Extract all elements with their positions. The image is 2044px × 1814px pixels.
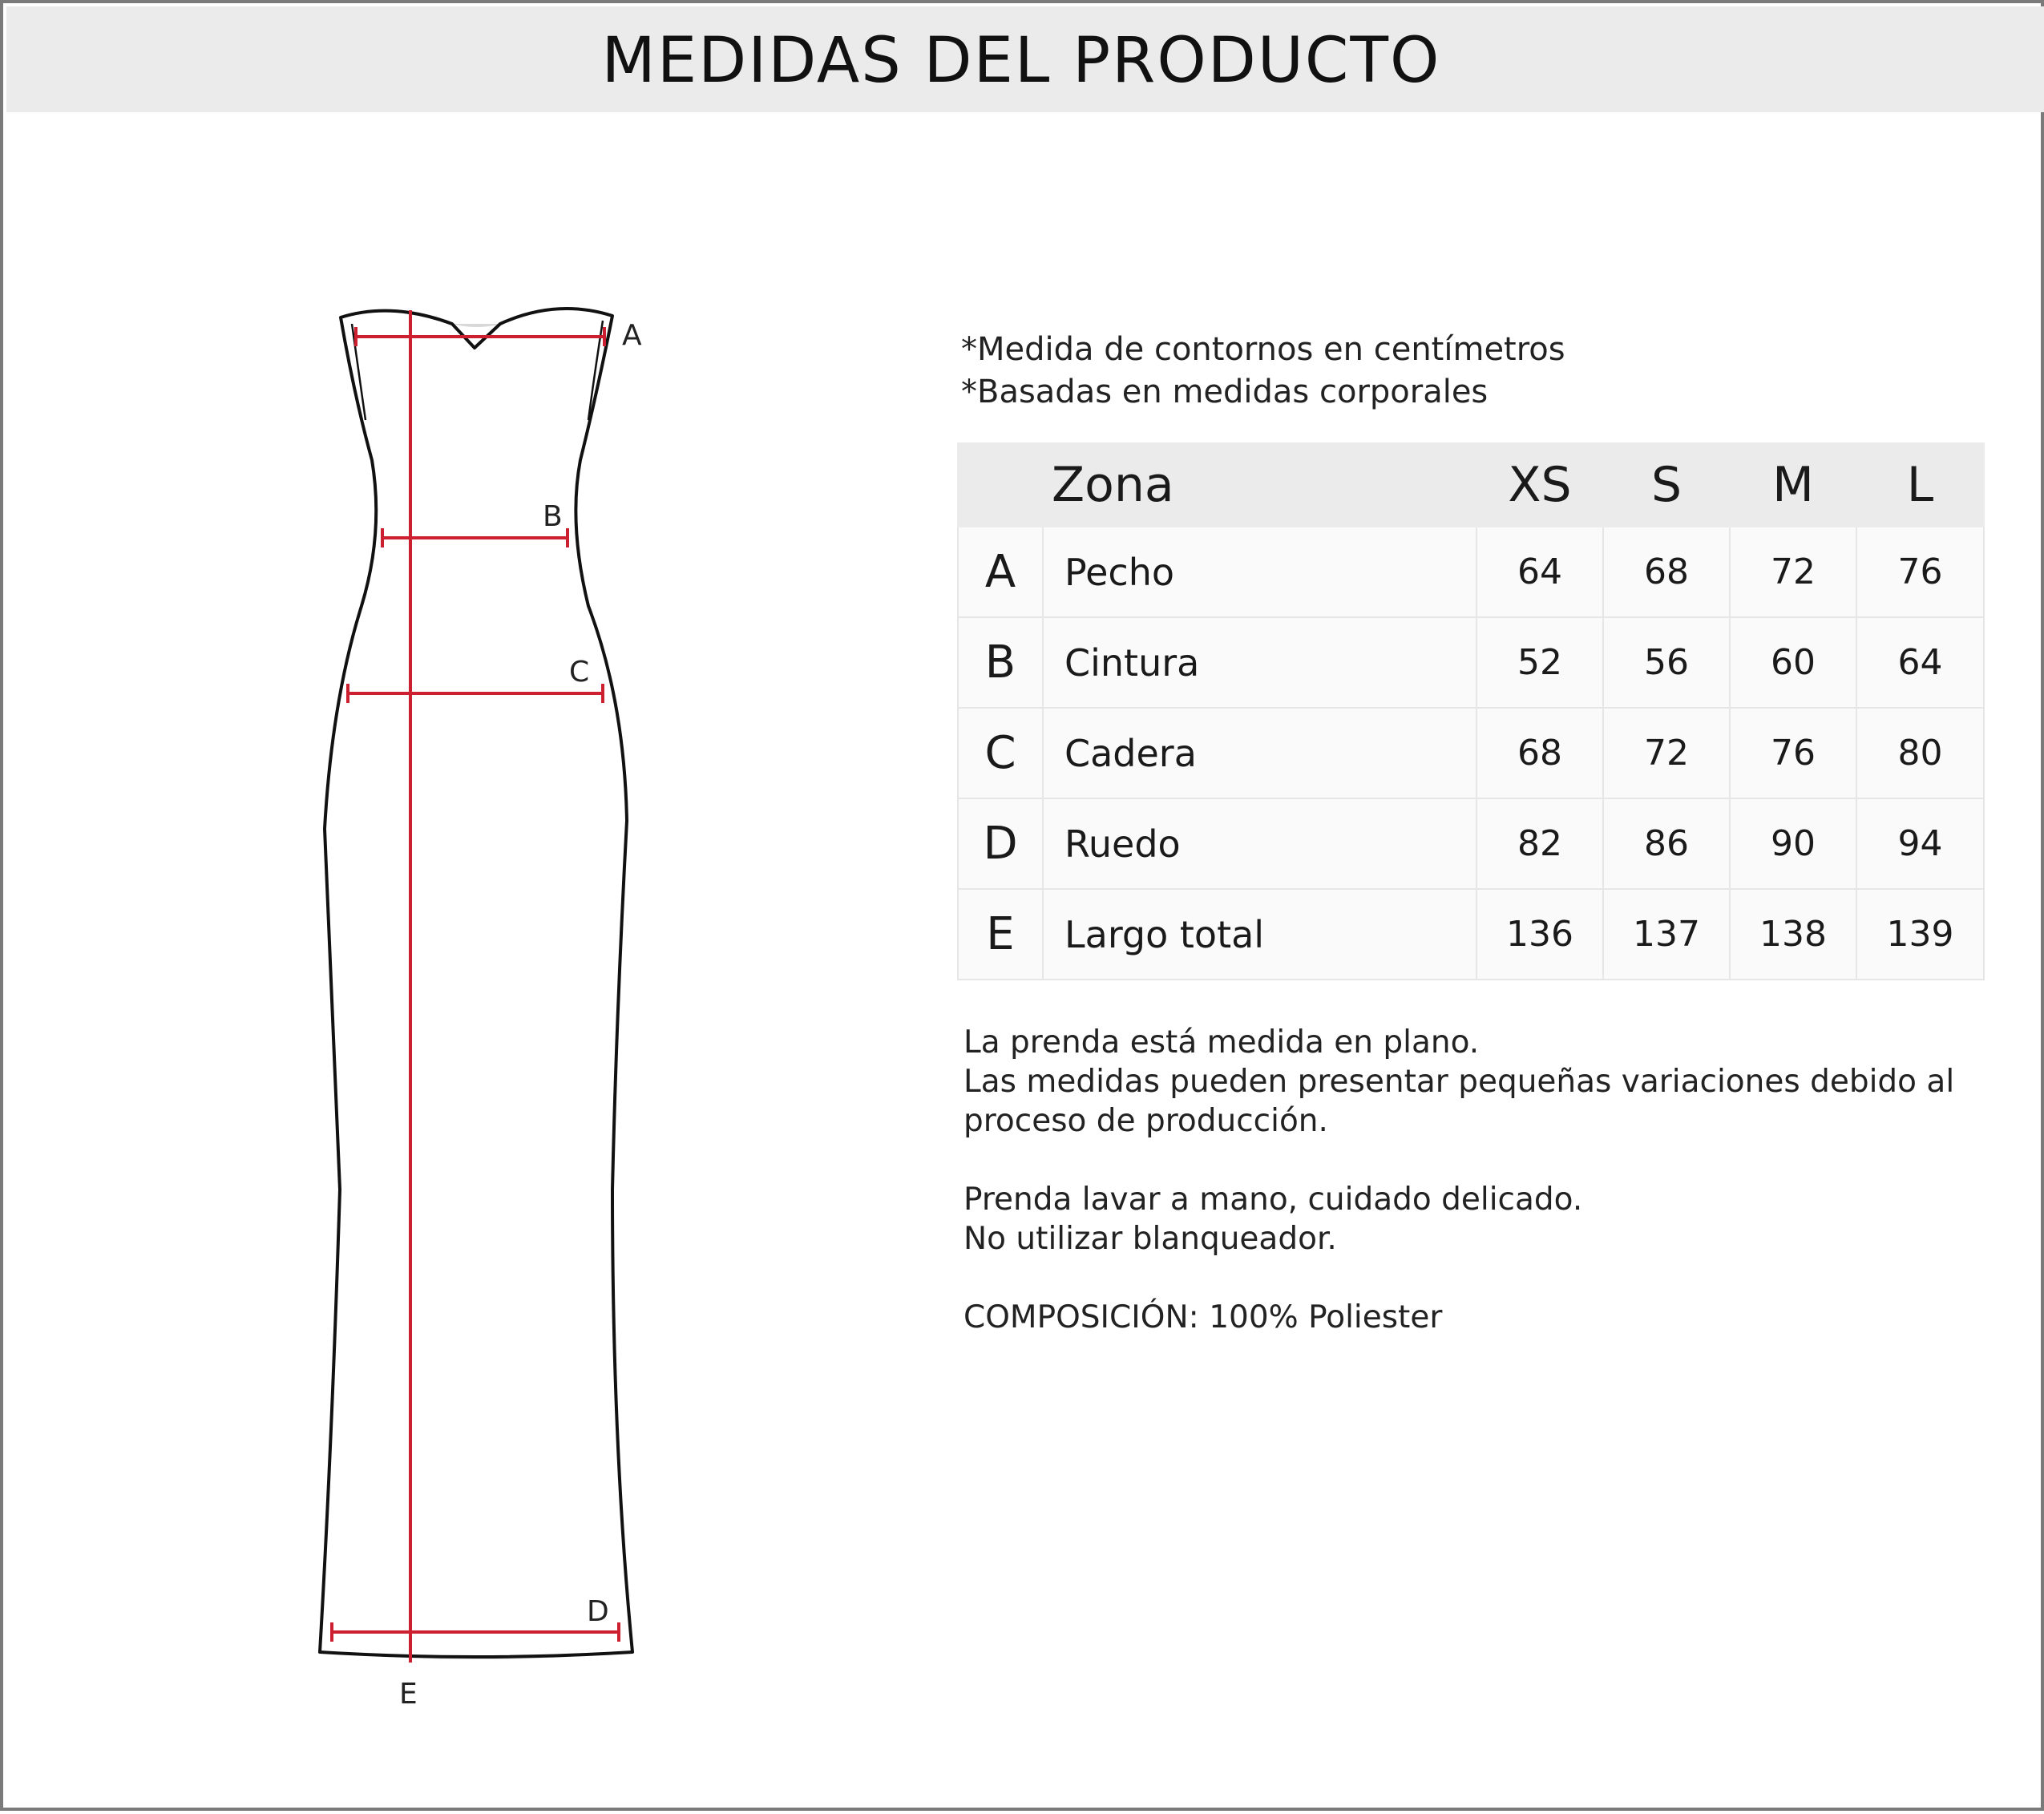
table-row (958, 617, 1984, 708)
dress-outline (320, 309, 632, 1657)
cell-s: 86 (1603, 798, 1730, 889)
notes-top (961, 329, 1565, 414)
cell-m: 60 (1730, 617, 1856, 708)
note-bleach: No utilizar blanqueador. (963, 1221, 1337, 1257)
table-header-row (958, 443, 1984, 527)
cell-xs: 82 (1476, 798, 1603, 889)
cell-l: 80 (1856, 708, 1984, 798)
row-code: E (958, 889, 1043, 980)
cell-xs: 52 (1476, 617, 1603, 708)
cell-l: 139 (1856, 889, 1984, 980)
note-contours: *Medida de contornos en centímetros (961, 331, 1565, 368)
header-code (958, 443, 1043, 527)
row-zone: Largo total (1043, 889, 1476, 980)
table-row (958, 708, 1984, 798)
cell-s: 56 (1603, 617, 1730, 708)
row-code: D (958, 798, 1043, 889)
cell-l: 64 (1856, 617, 1984, 708)
row-code: B (958, 617, 1043, 708)
cell-s: 137 (1603, 889, 1730, 980)
cell-xs: 136 (1476, 889, 1603, 980)
notes-bottom (963, 1023, 1954, 1337)
cell-l: 76 (1856, 527, 1984, 617)
cell-s: 68 (1603, 527, 1730, 617)
label-c: C (569, 656, 590, 689)
row-zone: Ruedo (1043, 798, 1476, 889)
size-table (957, 442, 1985, 980)
cell-xs: 64 (1476, 527, 1603, 617)
header-s: S (1603, 443, 1730, 527)
note-washing: Prenda lavar a mano, cuidado delicado. (963, 1182, 1583, 1218)
cell-s: 72 (1603, 708, 1730, 798)
label-a: A (622, 319, 642, 352)
row-code: C (958, 708, 1043, 798)
label-e: E (399, 1678, 418, 1711)
label-b: B (543, 500, 563, 533)
cell-m: 76 (1730, 708, 1856, 798)
composition-text: COMPOSICIÓN: 100% Poliester (963, 1299, 1443, 1335)
page-title: MEDIDAS DEL PRODUCTO (601, 25, 1441, 97)
row-code: A (958, 527, 1043, 617)
label-d: D (587, 1595, 609, 1628)
table-row (958, 527, 1984, 617)
table-row (958, 798, 1984, 889)
cell-xs: 68 (1476, 708, 1603, 798)
note-variations: Las medidas pueden presentar pequeñas variaciones debido al (963, 1064, 1955, 1100)
cell-m: 138 (1730, 889, 1856, 980)
cell-l: 94 (1856, 798, 1984, 889)
row-zone: Cintura (1043, 617, 1476, 708)
note-flat-measure: La prenda está medida en plano. (963, 1024, 1480, 1061)
header-l: L (1856, 443, 1984, 527)
header-xs: XS (1476, 443, 1603, 527)
cell-m: 90 (1730, 798, 1856, 889)
header-zona: Zona (1043, 443, 1476, 527)
cell-m: 72 (1730, 527, 1856, 617)
note-body-measures: *Basadas en medidas corporales (961, 374, 1489, 410)
neckline-shade (452, 324, 502, 327)
header-m: M (1730, 443, 1856, 527)
table-row (958, 889, 1984, 980)
row-zone: Pecho (1043, 527, 1476, 617)
row-zone: Cadera (1043, 708, 1476, 798)
note-variations-cont: proceso de producción. (963, 1103, 1328, 1139)
